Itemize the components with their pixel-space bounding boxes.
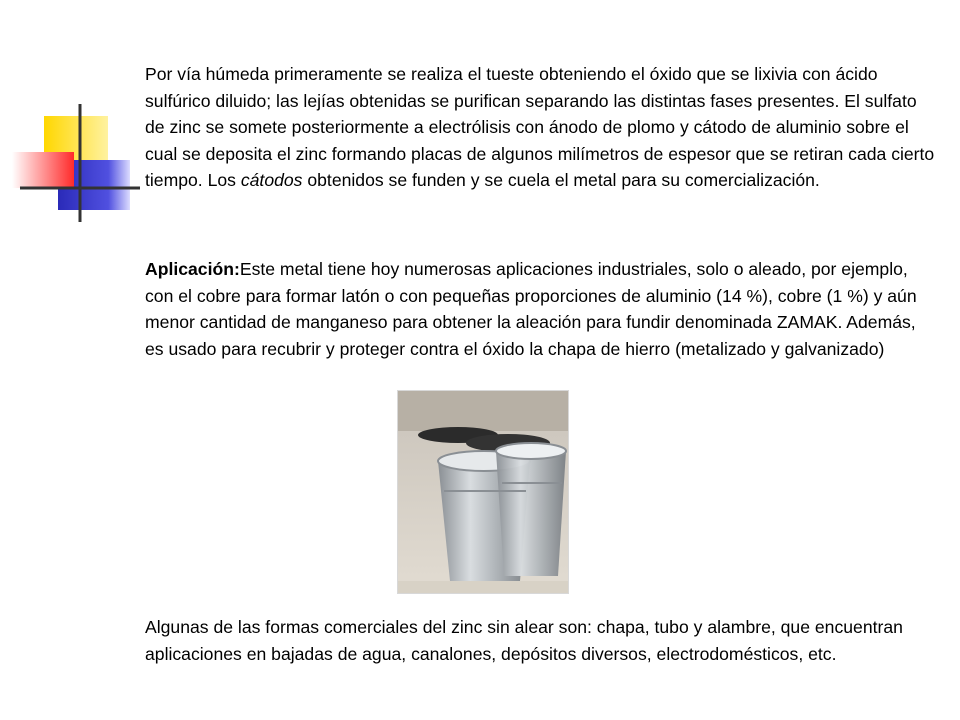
- zinc-buckets-photo: [397, 390, 569, 594]
- paragraph-commercial-forms: Algunas de las formas comerciales del zinc sin alear son: chapa, tubo y alambre, que encuentran aplicaciones en bajadas de agua, canalones, depósitos diversos, electrodomésticos, etc.: [145, 617, 903, 664]
- paragraph-wet-process: Por vía húmeda primeramente se realiza el tueste obteniendo el óxido que se lixivia con ácido sulfúrico diluido; las lejías obtenidas se purifican separando las distintas fases presentes. El sulfato de zinc se somete posteriormente a electrólisis con ánodo de plomo y cátodo de aluminio sobre el cual se deposita el zinc formando placas de algunos milímetros de espesor que se retiran cada cierto tiempo. Los cátodos obtenidos se funden y se cuela el metal para su comercialización.: [145, 64, 935, 191]
- deco-red-block: [12, 152, 74, 188]
- decorative-color-blocks: [0, 0, 140, 230]
- application-label: Aplicación:: [145, 259, 240, 279]
- italic-term: cátodos: [240, 170, 303, 191]
- paragraph-application: [145, 256, 935, 362]
- application-text: Este metal tiene hoy numerosas aplicaciones industriales, solo o aleado, por ejemplo, con el cobre para formar latón o con pequeñas proporciones de aluminio (14 %), cobre (1 %) y aún menor cantidad de manganeso para obtener la aleación para fundir denominada ZAMAK. Además, es usado para recubrir y proteger contra el óxido la chapa de hierro (metalizado y galvanizado): [145, 259, 917, 359]
